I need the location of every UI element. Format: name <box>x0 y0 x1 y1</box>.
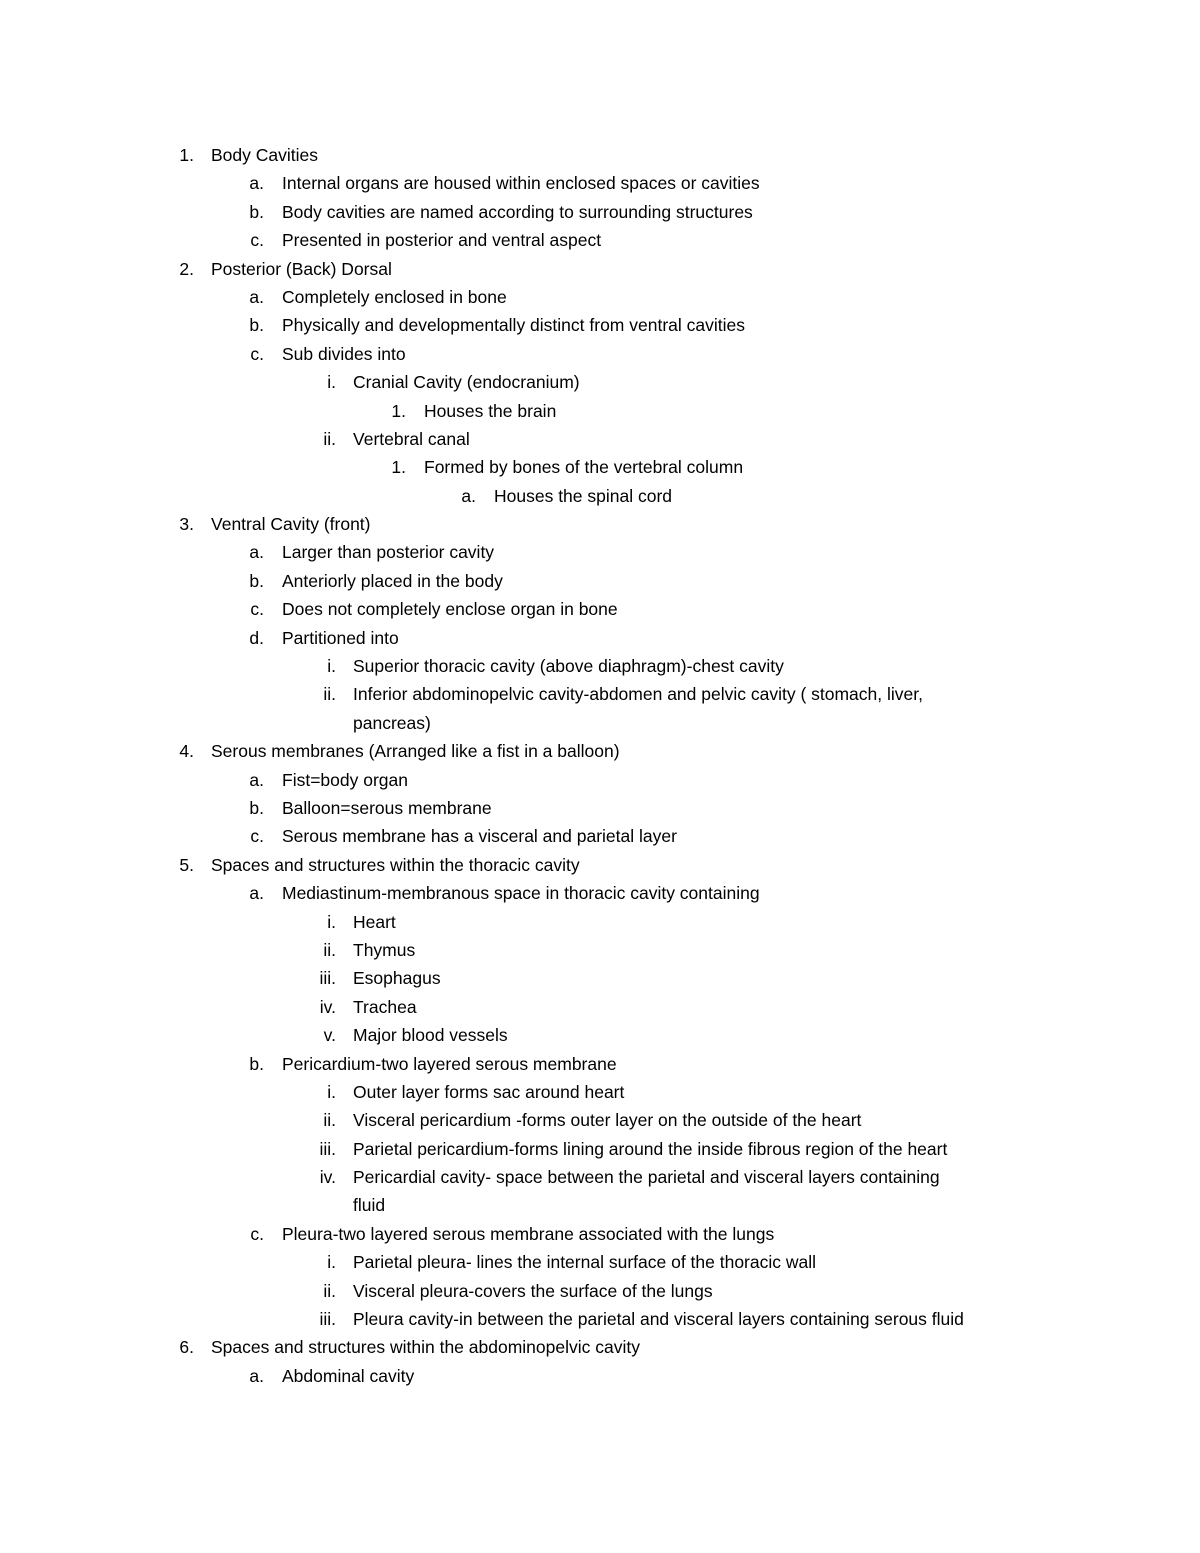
list-marker: 4. <box>179 741 194 762</box>
list-marker: c. <box>250 230 264 251</box>
outline-item-level-2 <box>0 567 1200 595</box>
list-item-text: Pericardial cavity- space between the parietal and visceral layers containing <box>353 1167 940 1188</box>
list-marker: 6. <box>179 1337 194 1358</box>
outline-item-level-3 <box>0 1106 1200 1134</box>
list-item-text: Ventral Cavity (front) <box>211 514 371 535</box>
outline-item-level-1 <box>0 255 1200 283</box>
list-item-text: Spaces and structures within the thoracic cavity <box>211 854 580 875</box>
outline-item-level-2 <box>0 283 1200 311</box>
list-marker: iv. <box>319 996 336 1017</box>
list-item-text: Pleura cavity-in between the parietal and visceral layers containing serous fluid <box>353 1309 964 1330</box>
list-marker: a. <box>249 883 264 904</box>
outline-item-level-3 <box>0 1305 1200 1333</box>
list-item-text: Spaces and structures within the abdominopelvic cavity <box>211 1337 640 1358</box>
list-marker: i. <box>327 1252 336 1273</box>
list-item-text: Heart <box>353 911 396 932</box>
list-marker: c. <box>250 1223 264 1244</box>
outline-item-level-3 <box>0 1163 1200 1220</box>
list-item-text: Body cavities are named according to surrounding structures <box>282 201 753 222</box>
list-item-text: Parietal pleura- lines the internal surface of the thoracic wall <box>353 1252 817 1273</box>
list-item-text: Larger than posterior cavity <box>282 542 495 563</box>
list-marker: a. <box>249 542 264 563</box>
list-marker: 2. <box>179 258 194 279</box>
outline-item-level-1 <box>0 851 1200 879</box>
list-marker: iii. <box>319 968 336 989</box>
outline-item-level-3 <box>0 1277 1200 1305</box>
outline-item-level-2 <box>0 538 1200 566</box>
list-marker: b. <box>249 798 264 818</box>
outline-item-level-2 <box>0 595 1200 623</box>
list-item-text: Balloon=serous membrane <box>282 798 492 818</box>
list-marker: iii. <box>319 1309 336 1330</box>
outline-item-level-3 <box>0 993 1200 1021</box>
list-item-text: Superior thoracic cavity (above diaphragm)-chest cavity <box>353 656 784 677</box>
list-marker: i. <box>327 372 336 393</box>
list-item-text: Abdominal cavity <box>282 1365 415 1386</box>
list-item-text: Presented in posterior and ventral aspect <box>282 230 602 251</box>
outline-item-level-2 <box>0 822 1200 850</box>
list-item-text: Major blood vessels <box>353 1025 508 1046</box>
outline-item-level-1 <box>0 1333 1200 1361</box>
list-marker: a. <box>249 1365 264 1386</box>
outline-item-level-1 <box>0 141 1200 169</box>
outline-item-level-2 <box>0 169 1200 197</box>
list-marker: d. <box>249 627 264 648</box>
list-item-text: Partitioned into <box>282 627 399 648</box>
list-marker: b. <box>249 315 264 336</box>
list-item-text: Pleura-two layered serous membrane associated with the lungs <box>282 1223 775 1244</box>
list-item-text: Physically and developmentally distinct from ventral cavities <box>282 315 745 336</box>
outline-item-level-3 <box>0 1021 1200 1049</box>
list-marker: iii. <box>319 1138 336 1159</box>
outline-item-level-1 <box>0 737 1200 765</box>
list-marker: v. <box>323 1025 336 1046</box>
list-marker: ii. <box>323 428 336 449</box>
list-marker: c. <box>250 343 264 364</box>
list-item-text-continuation: pancreas) <box>353 712 431 733</box>
list-marker: a. <box>249 286 264 307</box>
list-item-text: Visceral pericardium -forms outer layer on the outside of the heart <box>353 1110 862 1131</box>
list-marker: i. <box>327 911 336 932</box>
outline-item-level-2 <box>0 198 1200 226</box>
outline-item-level-4 <box>0 453 1200 481</box>
outline-item-level-2 <box>0 794 1200 822</box>
list-marker: c. <box>250 599 264 620</box>
list-item-text: Trachea <box>353 996 417 1017</box>
list-item-text: Pericardium-two layered serous membrane <box>282 1053 617 1074</box>
list-marker: ii. <box>323 1110 336 1131</box>
list-marker: a. <box>249 769 264 790</box>
list-marker: b. <box>249 1053 264 1074</box>
list-item-text: Houses the brain <box>424 400 557 421</box>
outline-item-level-2 <box>0 1050 1200 1078</box>
outline-item-level-2 <box>0 311 1200 339</box>
outline-item-level-3 <box>0 1078 1200 1106</box>
outline-list <box>0 141 1200 1390</box>
outline-item-level-3 <box>0 936 1200 964</box>
list-marker: i. <box>327 656 336 677</box>
outline-item-level-2 <box>0 879 1200 907</box>
list-item-text: Fist=body organ <box>282 769 408 790</box>
list-item-text: Does not completely enclose organ in bone <box>282 599 618 620</box>
list-marker: ii. <box>323 684 336 705</box>
list-marker: 1. <box>391 400 406 421</box>
list-marker: 3. <box>179 514 194 535</box>
outline-item-level-3 <box>0 680 1200 737</box>
outline-item-level-3 <box>0 964 1200 992</box>
outline-item-level-3 <box>0 1248 1200 1276</box>
list-item-text: Outer layer forms sac around heart <box>353 1081 625 1102</box>
outline-item-level-2 <box>0 624 1200 652</box>
list-item-text: Posterior (Back) Dorsal <box>211 258 392 279</box>
outline-item-level-3 <box>0 425 1200 453</box>
outline-item-level-2 <box>0 1362 1200 1390</box>
list-marker: b. <box>249 201 264 222</box>
list-item-text: Houses the spinal cord <box>494 485 673 506</box>
outline-item-level-3 <box>0 368 1200 396</box>
outline-item-level-3 <box>0 652 1200 680</box>
outline-item-level-3 <box>0 1135 1200 1163</box>
outline-item-level-4 <box>0 397 1200 425</box>
outline-item-level-2 <box>0 766 1200 794</box>
list-marker: ii. <box>323 939 336 960</box>
outline-item-level-3 <box>0 908 1200 936</box>
outline-item-level-2 <box>0 1220 1200 1248</box>
outline-item-level-1 <box>0 510 1200 538</box>
outline-item-level-5 <box>0 482 1200 510</box>
list-item-text: Mediastinum-membranous space in thoracic cavity containing <box>282 883 760 904</box>
list-marker: 5. <box>179 854 194 875</box>
list-marker: 1. <box>179 145 194 165</box>
list-item-text: Serous membrane has a visceral and parietal layer <box>282 826 677 847</box>
list-item-text: Visceral pleura-covers the surface of the lungs <box>353 1280 713 1301</box>
list-item-text: Sub divides into <box>282 343 406 364</box>
outline-item-level-2 <box>0 340 1200 368</box>
list-item-text: Formed by bones of the vertebral column <box>424 457 744 478</box>
list-item-text: Serous membranes (Arranged like a fist in a balloon) <box>211 741 620 762</box>
list-marker: a. <box>249 173 264 194</box>
list-item-text: Body Cavities <box>211 145 318 165</box>
list-item-text: Vertebral canal <box>353 428 470 449</box>
list-marker: ii. <box>323 1280 336 1301</box>
outline-item-level-2 <box>0 226 1200 254</box>
list-item-text: Internal organs are housed within enclosed spaces or cavities <box>282 173 760 194</box>
list-item-text: Cranial Cavity (endocranium) <box>353 372 580 393</box>
list-item-text: Inferior abdominopelvic cavity-abdomen and pelvic cavity ( stomach, liver, <box>353 684 923 705</box>
list-marker: 1. <box>391 457 406 478</box>
list-item-text: Anteriorly placed in the body <box>282 570 503 591</box>
list-item-text: Completely enclosed in bone <box>282 286 507 307</box>
list-marker: c. <box>250 826 264 847</box>
list-marker: a. <box>461 485 476 506</box>
list-item-text: Parietal pericardium-forms lining around the inside fibrous region of the heart <box>353 1138 948 1159</box>
list-item-text: Thymus <box>353 939 416 960</box>
list-item-text: Esophagus <box>353 968 441 989</box>
list-marker: i. <box>327 1081 336 1102</box>
list-item-text-continuation: fluid <box>353 1195 386 1216</box>
list-marker: b. <box>249 570 264 591</box>
list-marker: iv. <box>319 1167 336 1188</box>
